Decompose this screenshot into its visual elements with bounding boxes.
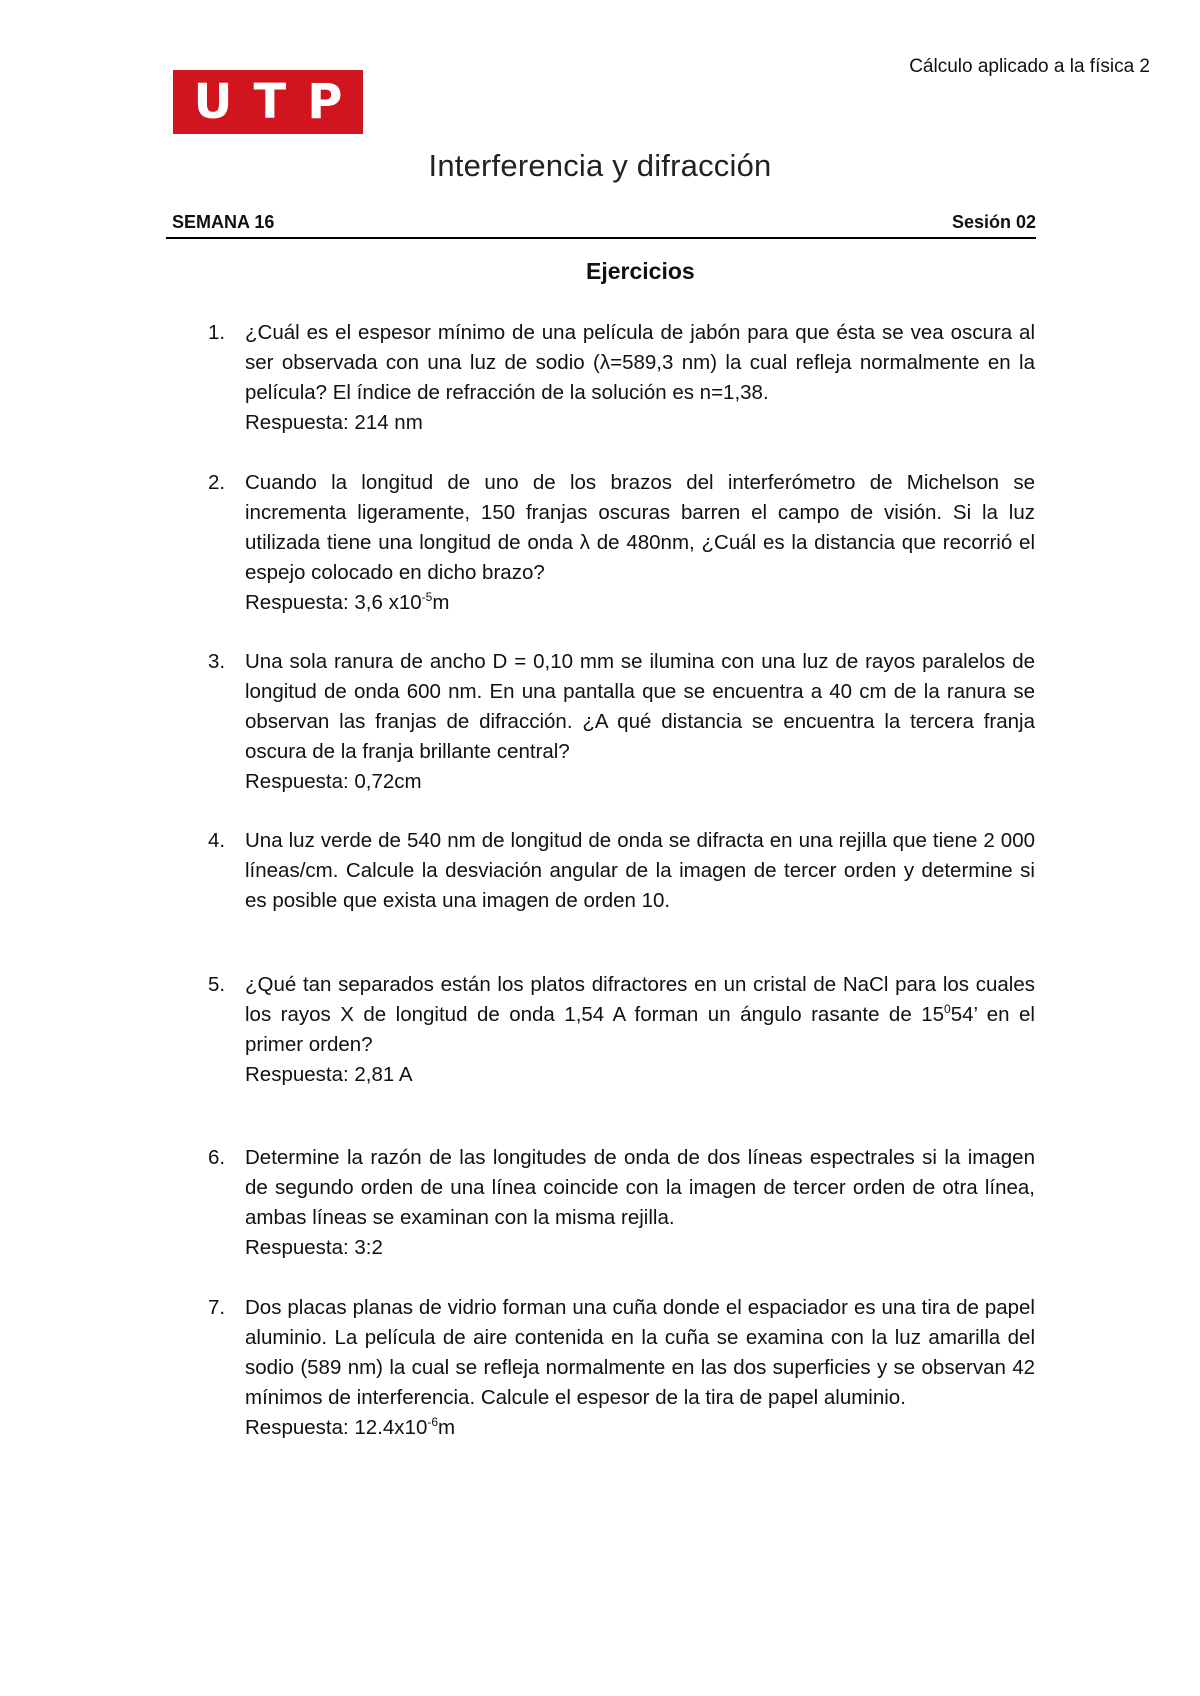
degree-mark: 0: [944, 1002, 951, 1016]
answer-value: 12.4x10: [354, 1416, 428, 1439]
answer-value: 214 nm: [354, 411, 423, 434]
problem-number: 4.: [208, 829, 226, 852]
problem-statement: [245, 973, 1035, 1056]
utp-logo: [173, 70, 363, 134]
page-title: Interferencia y difracción: [428, 148, 772, 183]
problem-statement: Cuando la longitud de uno de los brazos del interferómetro de Michelson se incrementa ligeramente, 150 franjas oscuras barren el campo de visión. Si la luz utilizada tiene una longitud de onda λ de 480nm, ¿Cuál es la distancia que recorrió el espejo colocado en dicho brazo?: [245, 471, 1035, 584]
course-name: Cálculo aplicado a la física 2: [909, 56, 1150, 77]
answer-label: Respuesta:: [245, 1063, 349, 1086]
answer-exponent: -6: [427, 1415, 439, 1429]
answer-value: 0,72cm: [354, 770, 422, 793]
problem-text: [245, 468, 1035, 618]
answer-unit: m: [432, 591, 450, 614]
problem-number: 7.: [208, 1296, 226, 1319]
problem-statement: Una luz verde de 540 nm de longitud de onda se difracta en una rejilla que tiene 2 000 líneas/cm. Calcule la desviación angular de la imagen de tercer orden y determine si es posible que exista una imagen de orden 10.: [245, 829, 1035, 912]
problem-text: [245, 1143, 1035, 1263]
answer-line: [245, 1236, 383, 1259]
week-session-row: [172, 212, 1036, 233]
session-label: Sesión 02: [951, 212, 1036, 232]
answer-label: Respuesta:: [245, 1236, 349, 1259]
header-divider: [166, 237, 1036, 239]
problem-text: [245, 970, 1035, 1090]
problem-number: 1.: [208, 321, 226, 344]
answer-unit: m: [438, 1416, 456, 1439]
week-label: SEMANA 16: [172, 212, 275, 232]
logo-letter-t: T: [253, 74, 287, 130]
answer-value: 3:2: [354, 1236, 383, 1259]
statement-part: ¿Qué tan separados están los platos difractores en un cristal de NaCl para los cuales los rayos X de longitud de onda 1,54 A forman un ángulo rasante de 15: [245, 973, 1035, 1026]
problem-statement: Determine la razón de las longitudes de onda de dos líneas espectrales si la imagen de segundo orden de una línea coincide con la imagen de tercer orden de otra línea, ambas líneas se examinan con la misma rejilla.: [245, 1146, 1035, 1229]
section-title: Ejercicios: [586, 258, 695, 284]
answer-line: [245, 1416, 455, 1439]
problem-number: 6.: [208, 1146, 226, 1169]
answer-label: Respuesta:: [245, 411, 349, 434]
logo-letter-u: U: [193, 74, 233, 130]
problem-statement: Dos placas planas de vidrio forman una cuña donde el espaciador es una tira de papel aluminio. La película de aire contenida en la cuña se examina con la luz amarilla del sodio (589 nm) la cual se refleja normalmente en las dos superficies y se observan 42 mínimos de interferencia. Calcule el espesor de la tira de papel aluminio.: [245, 1296, 1035, 1409]
problem-number: 5.: [208, 973, 226, 996]
answer-exponent: -5: [421, 590, 433, 604]
answer-line: [245, 591, 449, 614]
problem-text: [245, 647, 1035, 797]
answer-value: 2,81 A: [354, 1063, 413, 1086]
problem-text: [245, 318, 1035, 438]
answer-line: [245, 770, 422, 793]
answer-label: Respuesta:: [245, 1416, 349, 1439]
problem-statement: Una sola ranura de ancho D = 0,10 mm se ilumina con una luz de rayos paralelos de longitud de onda 600 nm. En una pantalla que se encuentra a 40 cm de la ranura se observan las franjas de difracción. ¿A qué distancia se encuentra la tercera franja oscura de la franja brillante central?: [245, 650, 1035, 763]
problem-number: 3.: [208, 650, 226, 673]
problem-text: [245, 826, 1035, 916]
answer-label: Respuesta:: [245, 770, 349, 793]
statement-part: 54’ en el primer orden?: [245, 1003, 1035, 1056]
answer-value: 3,6 x10: [354, 591, 422, 614]
answer-label: Respuesta:: [245, 591, 349, 614]
problem-statement: ¿Cuál es el espesor mínimo de una película de jabón para que ésta se vea oscura al ser observada con una luz de sodio (λ=589,3 nm) la cual refleja normalmente en la película? El índice de refracción de la solución es n=1,38.: [245, 321, 1035, 404]
logo-letter-p: P: [307, 74, 343, 130]
answer-line: [245, 1063, 413, 1086]
problem-text: [245, 1293, 1035, 1443]
problem-number: 2.: [208, 471, 226, 494]
answer-line: [245, 411, 423, 434]
